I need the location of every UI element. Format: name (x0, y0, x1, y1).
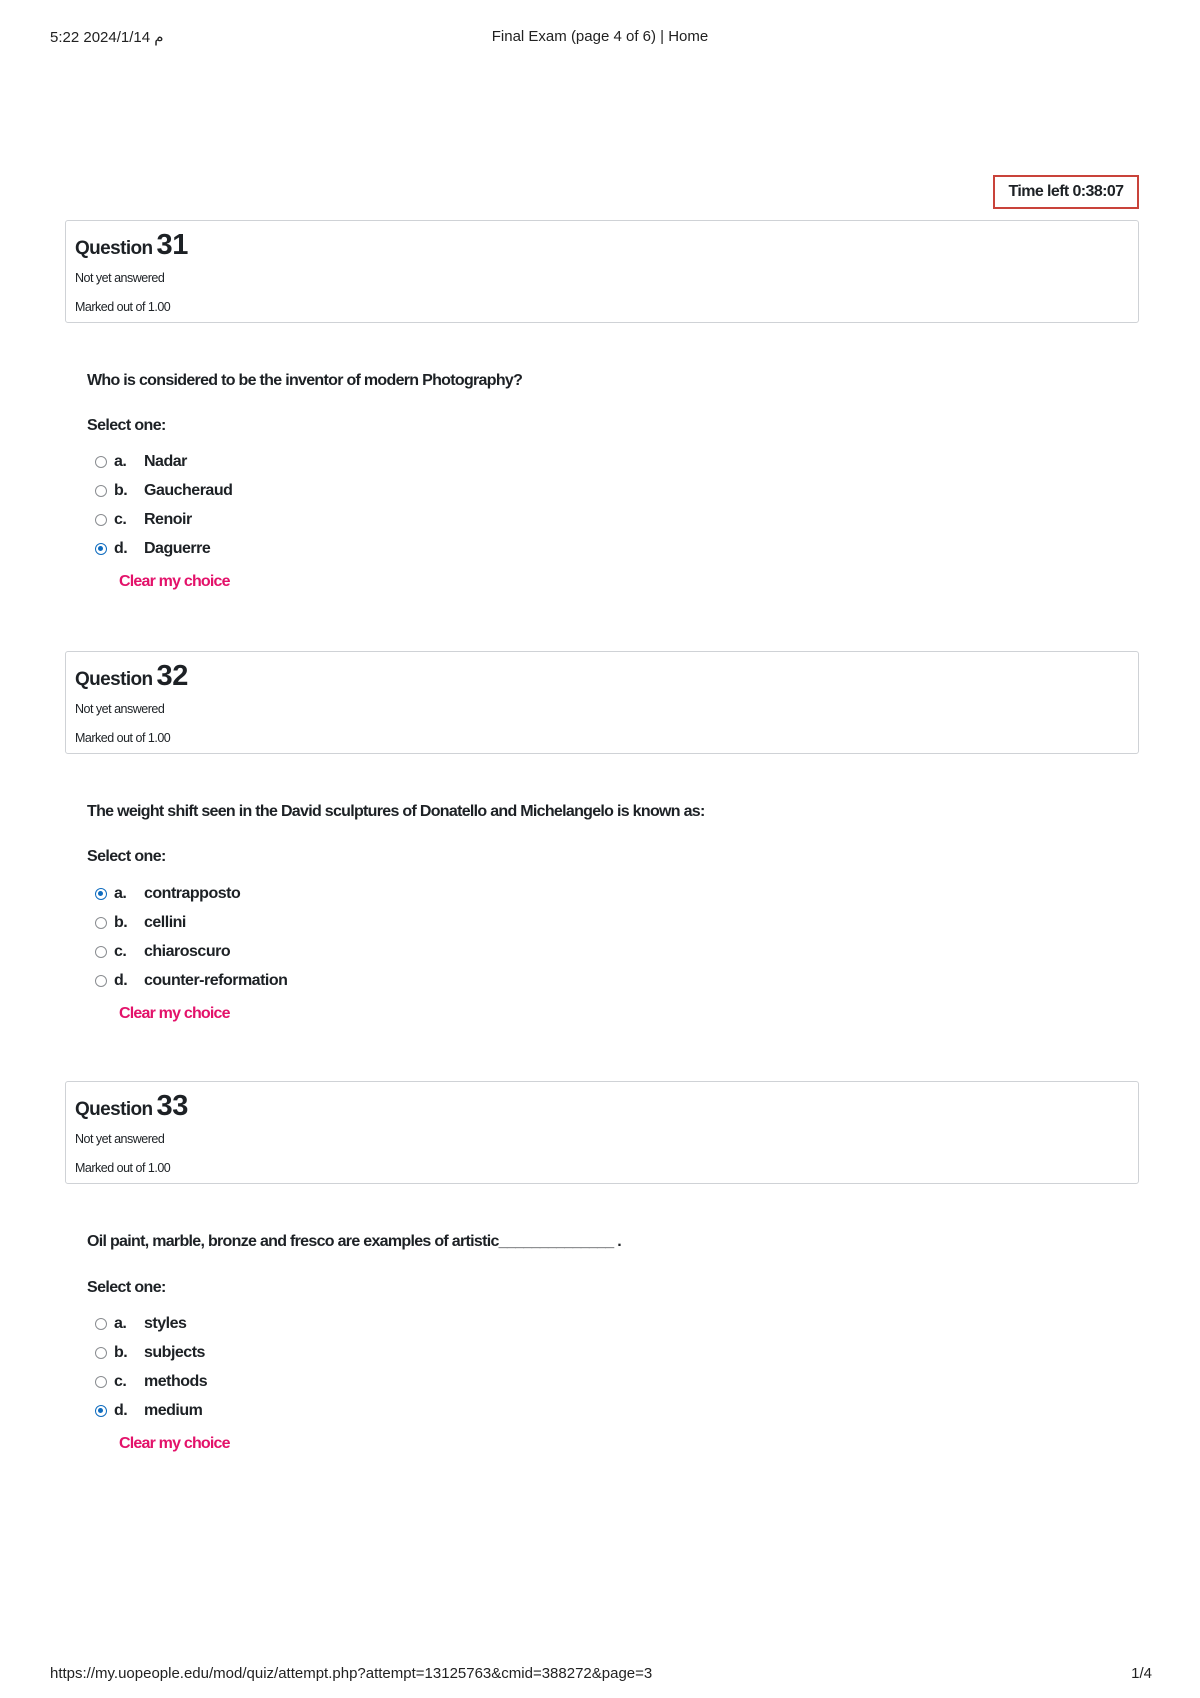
answer-option-c[interactable] (95, 1367, 495, 1396)
answer-option-d[interactable] (95, 1396, 495, 1425)
radio-button-selected[interactable] (95, 543, 107, 555)
question-text: Who is considered to be the inventor of modern Photography? (87, 372, 523, 389)
answer-letter: a. (114, 1314, 127, 1332)
answer-option-d[interactable] (95, 534, 495, 563)
print-url: https://my.uopeople.edu/mod/quiz/attempt.php?attempt=13125763&cmid=388272&page=3 (50, 1665, 653, 1682)
radio-button[interactable] (95, 1347, 107, 1359)
print-page-title: Final Exam (page 4 of 6) | Home (491, 28, 709, 45)
answer-letter: a. (114, 884, 127, 902)
print-datetime: 5:22 2024/1/14 م (50, 29, 164, 46)
answer-letter: b. (114, 1343, 128, 1361)
question-state: Not yet answered (75, 1132, 165, 1146)
quiz-timer: Time left 0:38:07 (993, 175, 1139, 209)
question-number-value: 31 (156, 229, 189, 261)
radio-button[interactable] (95, 1318, 107, 1330)
answer-letter: a. (114, 452, 127, 470)
answer-text: medium (144, 1401, 203, 1419)
radio-button-selected[interactable] (95, 888, 107, 900)
select-one-prompt: Select one: (87, 1279, 166, 1296)
clear-choice-link[interactable]: Clear my choice (119, 573, 230, 590)
answer-letter: c. (114, 942, 127, 960)
question-state: Not yet answered (75, 271, 165, 285)
radio-button[interactable] (95, 946, 107, 958)
print-page-number: 1/4 (1131, 1665, 1152, 1682)
answer-option-d[interactable] (95, 966, 495, 995)
answer-text: Gaucheraud (144, 481, 233, 499)
radio-button[interactable] (95, 1376, 107, 1388)
answer-text: Nadar (144, 452, 187, 470)
question-info-card (65, 1081, 1139, 1184)
answer-option-a[interactable] (95, 1309, 495, 1338)
radio-button[interactable] (95, 456, 107, 468)
answer-option-b[interactable] (95, 1338, 495, 1367)
radio-button[interactable] (95, 514, 107, 526)
answer-list (95, 879, 495, 995)
answer-text: Daguerre (144, 539, 211, 557)
question-number (75, 229, 188, 262)
answer-text: styles (144, 1314, 187, 1332)
answer-letter: d. (114, 539, 128, 557)
answer-letter: c. (114, 510, 127, 528)
answer-option-b[interactable] (95, 476, 495, 505)
answer-letter: b. (114, 481, 128, 499)
question-grade: Marked out of 1.00 (75, 1161, 171, 1175)
answer-text: counter-reformation (144, 971, 288, 989)
radio-button[interactable] (95, 917, 107, 929)
radio-button-selected[interactable] (95, 1405, 107, 1417)
question-grade: Marked out of 1.00 (75, 300, 171, 314)
question-label: Question (75, 238, 153, 259)
answer-text: chiaroscuro (144, 942, 231, 960)
answer-text: Renoir (144, 510, 192, 528)
question-number (75, 660, 188, 693)
radio-button[interactable] (95, 975, 107, 987)
answer-text: methods (144, 1372, 208, 1390)
clear-choice-link[interactable]: Clear my choice (119, 1435, 230, 1452)
answer-text: cellini (144, 913, 186, 931)
question-text: Oil paint, marble, bronze and fresco are examples of artistic______________ . (87, 1233, 621, 1250)
answer-option-a[interactable] (95, 879, 495, 908)
question-number-value: 33 (156, 1090, 189, 1122)
answer-list (95, 1309, 495, 1425)
question-text: The weight shift seen in the David sculptures of Donatello and Michelangelo is known as: (87, 803, 705, 820)
select-one-prompt: Select one: (87, 417, 166, 434)
radio-button[interactable] (95, 485, 107, 497)
question-grade: Marked out of 1.00 (75, 731, 171, 745)
question-number (75, 1090, 188, 1123)
select-one-prompt: Select one: (87, 848, 166, 865)
answer-option-b[interactable] (95, 908, 495, 937)
clear-choice-link[interactable]: Clear my choice (119, 1005, 230, 1022)
answer-letter: c. (114, 1372, 127, 1390)
answer-letter: d. (114, 971, 128, 989)
answer-letter: d. (114, 1401, 128, 1419)
answer-list (95, 447, 495, 563)
question-label: Question (75, 669, 153, 690)
question-state: Not yet answered (75, 702, 165, 716)
answer-option-a[interactable] (95, 447, 495, 476)
answer-text: contrapposto (144, 884, 241, 902)
print-header (0, 28, 1200, 50)
question-info-card (65, 220, 1139, 323)
question-label: Question (75, 1099, 153, 1120)
question-info-card (65, 651, 1139, 754)
answer-text: subjects (144, 1343, 205, 1361)
print-footer (0, 1665, 1200, 1687)
answer-option-c[interactable] (95, 505, 495, 534)
question-number-value: 32 (156, 660, 189, 692)
answer-option-c[interactable] (95, 937, 495, 966)
answer-letter: b. (114, 913, 128, 931)
